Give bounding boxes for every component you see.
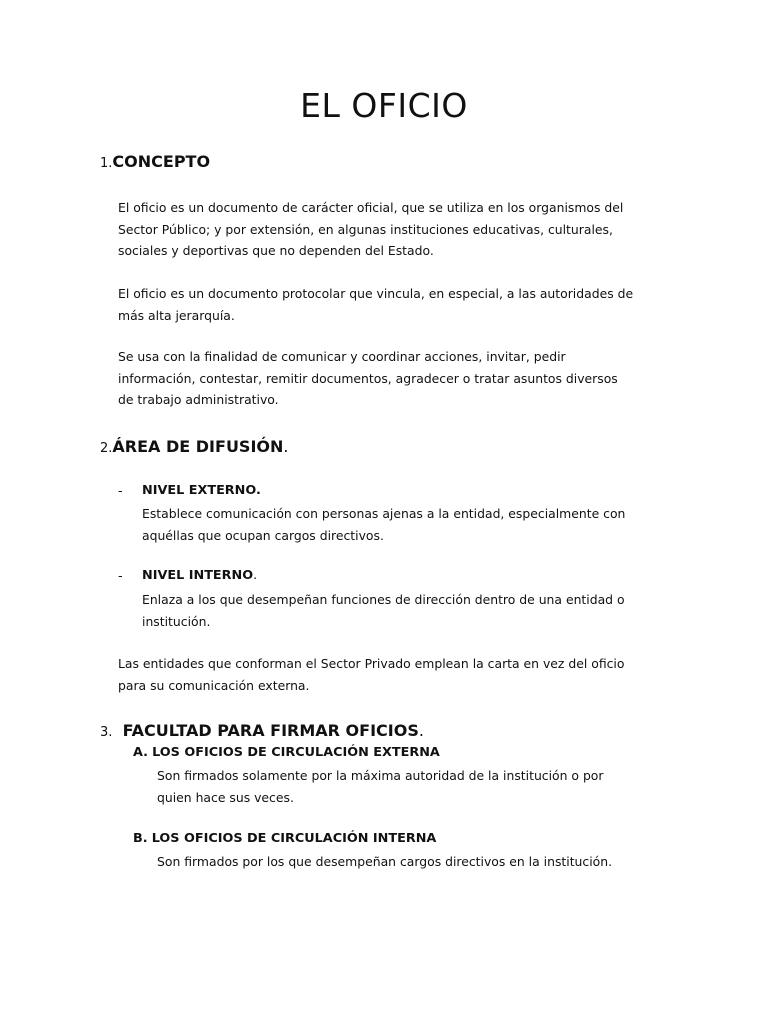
subsection-marker: A.	[133, 745, 149, 760]
item-label-text: NIVEL INTERNO	[142, 568, 254, 583]
paragraph-line: El oficio es un documento de carácter oficial, que se utiliza en los organismos del	[118, 200, 624, 215]
item-label-text: NIVEL EXTERNO.	[142, 483, 261, 498]
item-label-nivel-interno	[142, 568, 257, 583]
paragraph-line: Son firmados por los que desempeñan cargos directivos en la institución.	[157, 854, 613, 869]
item-label-suffix: .	[253, 568, 258, 583]
paragraph-line: El oficio es un documento protocolar que vincula, en especial, a las autoridades de	[118, 286, 634, 301]
paragraph-line: de trabajo administrativo.	[118, 392, 279, 407]
subsection-title: LOS OFICIOS DE CIRCULACIÓN INTERNA	[151, 831, 437, 846]
paragraph	[118, 283, 633, 326]
item-description	[157, 851, 612, 873]
paragraph-line: Se usa con la finalidad de comunicar y coordinar acciones, invitar, pedir	[118, 349, 566, 364]
section-title-suffix: .	[283, 437, 289, 456]
subsection-title: LOS OFICIOS DE CIRCULACIÓN EXTERNA	[152, 745, 440, 760]
list-bullet: -	[118, 569, 123, 584]
paragraph-line: Las entidades que conforman el Sector Privado emplean la carta en vez del oficio	[118, 656, 625, 671]
paragraph-line: información, contestar, remitir documentos, agradecer o tratar asuntos diversos	[118, 370, 618, 386]
paragraph-line: más alta jerarquía.	[118, 307, 235, 323]
paragraph-line: Establece comunicación con personas ajenas a la entidad, especialmente con	[142, 506, 626, 521]
item-description	[157, 765, 604, 808]
subsection-label-externa	[133, 745, 440, 760]
paragraph-line: aquéllas que ocupan cargos directivos.	[142, 527, 384, 543]
section-title: CONCEPTO	[112, 152, 211, 171]
section-title: ÁREA DE DIFUSIÓN	[112, 437, 284, 456]
paragraph-line: Enlaza a los que desempeñan funciones de dirección dentro de una entidad o	[142, 592, 625, 607]
section-title: FACULTAD PARA FIRMAR OFICIOS	[122, 721, 419, 740]
document-title: EL OFICIO	[300, 86, 468, 125]
section-heading-facultad	[100, 721, 424, 740]
section-title-suffix: .	[418, 721, 424, 740]
paragraph-line: institución.	[142, 613, 211, 629]
section-heading-concepto	[100, 152, 210, 171]
section-heading-area-de-difusion	[100, 437, 289, 456]
paragraph-line: sociales y deportivas que no dependen del Estado.	[118, 243, 434, 258]
paragraph-line: Son firmados solamente por la máxima autoridad de la institución o por	[157, 768, 604, 783]
subsection-label-interna	[133, 831, 436, 846]
section-number: 1.	[100, 156, 113, 171]
paragraph	[118, 197, 623, 262]
paragraph-line: Sector Público; y por extensión, en algunas instituciones educativas, culturales,	[118, 221, 613, 237]
item-description	[142, 589, 625, 632]
list-bullet: -	[118, 484, 123, 499]
paragraph	[118, 346, 618, 411]
item-description	[142, 503, 625, 546]
paragraph-line: quien hace sus veces.	[157, 789, 294, 805]
paragraph-line: para su comunicación externa.	[118, 677, 310, 693]
section-number: 3.	[100, 725, 113, 740]
paragraph	[118, 653, 624, 696]
section-number: 2.	[100, 441, 113, 456]
item-label-nivel-externo	[142, 483, 261, 498]
subsection-marker: B.	[133, 831, 148, 846]
